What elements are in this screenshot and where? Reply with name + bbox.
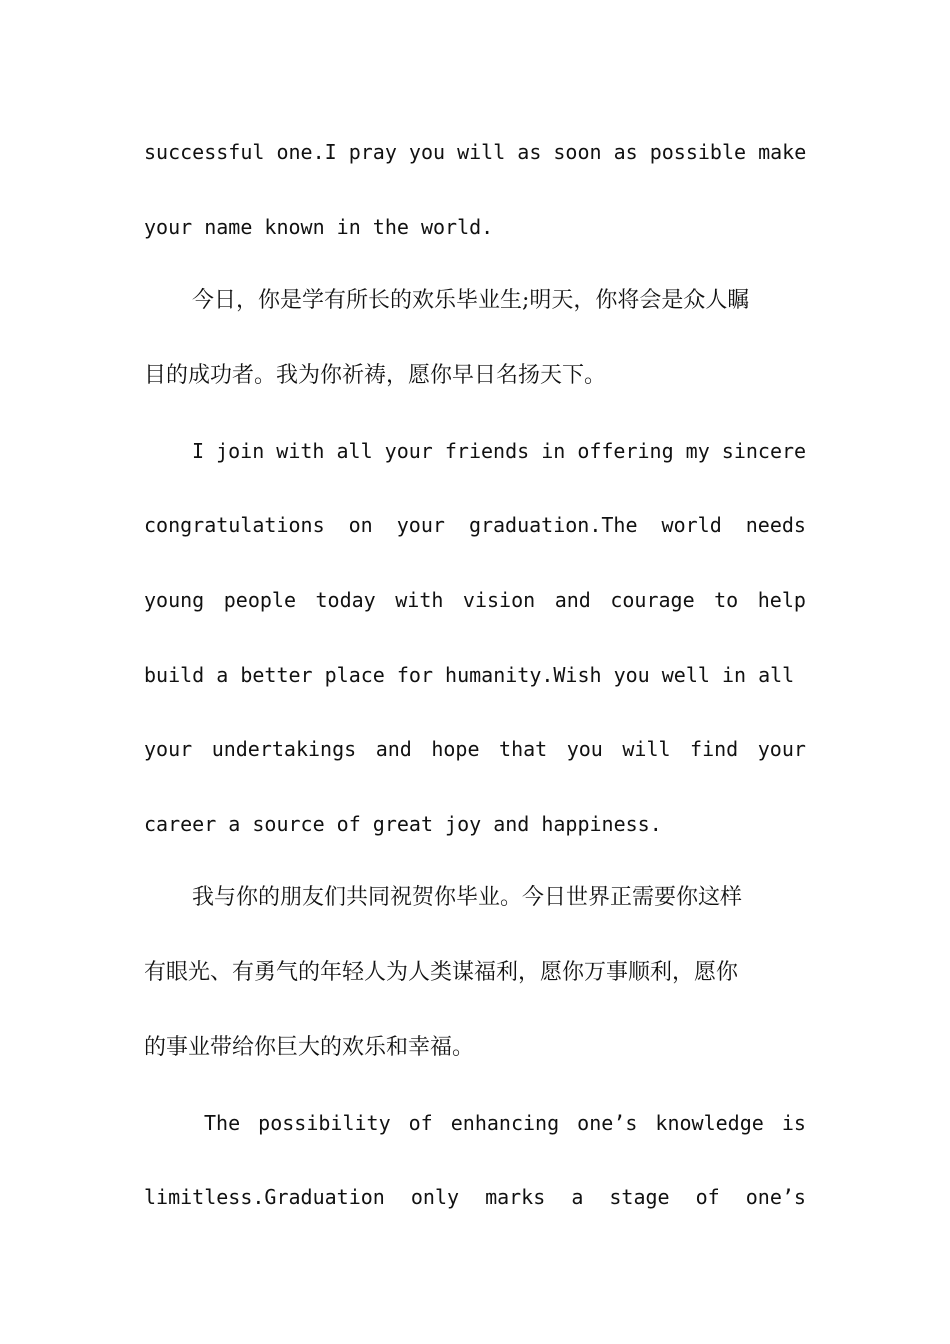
word: your	[144, 737, 193, 761]
word: your	[757, 737, 806, 761]
word: stage	[609, 1185, 670, 1209]
word: of	[408, 1111, 433, 1135]
justified-text-line	[144, 580, 806, 620]
word: that	[499, 737, 548, 761]
word: with	[395, 588, 444, 612]
word: young	[144, 588, 205, 612]
word: hope	[431, 737, 480, 761]
word: courage	[610, 588, 695, 612]
justified-text-line	[144, 1177, 806, 1217]
word: world	[661, 513, 722, 537]
word: your	[396, 513, 445, 537]
word: congratulations	[144, 513, 325, 537]
word: people	[223, 588, 296, 612]
word: and	[554, 588, 591, 612]
word: is	[781, 1111, 806, 1135]
text-line: build a better place for humanity.Wish you well in all	[144, 663, 795, 687]
word: knowledge	[655, 1111, 764, 1135]
word: marks	[485, 1185, 546, 1209]
word: needs	[745, 513, 806, 537]
word: and	[375, 737, 412, 761]
text-line: your name known in the world.	[144, 215, 494, 239]
text-line: 有眼光、有勇气的年轻人为人类谋福利，愿你万事顺利，愿你	[144, 960, 739, 985]
text-line: 今日，你是学有所长的欢乐毕业生;明天，你将会是众人瞩	[192, 288, 750, 313]
word: possibility	[258, 1111, 391, 1135]
word: undertakings	[211, 737, 357, 761]
word: one’s	[577, 1111, 638, 1135]
word: of	[695, 1185, 720, 1209]
word: enhancing	[450, 1111, 560, 1135]
word: limitless.Graduation	[144, 1185, 385, 1209]
word: a	[571, 1185, 584, 1209]
word: one’s	[745, 1185, 806, 1209]
word: graduation.The	[468, 513, 638, 537]
text-line: successful one.I pray you will as soon as possible make	[144, 140, 806, 164]
text-line: I join with all your friends in offering my sincere	[192, 439, 806, 463]
word: will	[622, 737, 671, 761]
justified-text-line	[144, 729, 806, 769]
word: The	[204, 1111, 241, 1135]
word: find	[690, 737, 739, 761]
word: today	[315, 588, 376, 612]
text-line: 我与你的朋友们共同祝贺你毕业。今日世界正需要你这样	[192, 885, 743, 910]
text-line: career a source of great joy and happiness.	[144, 812, 662, 836]
word: to	[714, 588, 739, 612]
text-line: 目的成功者。我为你祈祷，愿你早日名扬天下。	[144, 363, 607, 388]
word: only	[410, 1185, 460, 1209]
justified-text-line	[144, 505, 806, 545]
text-line: 的事业带给你巨大的欢乐和幸福。	[144, 1035, 475, 1060]
word: help	[757, 588, 806, 612]
word: vision	[462, 588, 536, 612]
word: you	[566, 737, 603, 761]
word: on	[348, 513, 373, 537]
justified-text-line	[144, 1103, 806, 1143]
